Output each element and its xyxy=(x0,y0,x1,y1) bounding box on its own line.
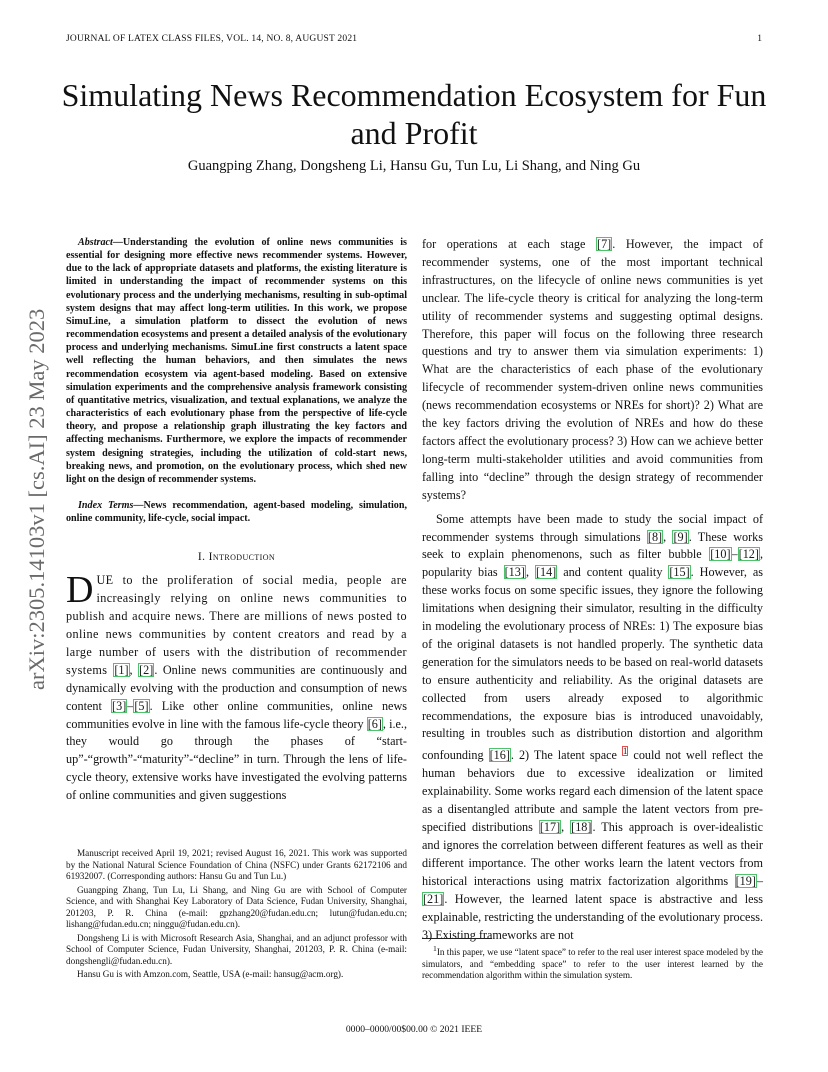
copyright-footer: 0000–0000/00$00.00 © 2021 IEEE xyxy=(345,1024,483,1035)
section-heading: I. Introduction xyxy=(197,551,276,564)
text-run: could not well reflect the human behaviors due to excessive idealization or limited explainability. Some works regard each dimension of the latent space as a disentangled attribute and sample the latent vectors from pre-specified distributions xyxy=(422,748,764,835)
citation-link[interactable]: [7] xyxy=(597,237,612,251)
footnote-mark: 1 xyxy=(433,944,437,953)
text-run: – xyxy=(756,873,763,888)
intro-text-f: , i.e., they would go through the phases of “start-up”-“growth”-“maturity”-“decline” in turn. Through the lens of life-cycle theory, extensive works have investigated the evolving patterns of online communities and given suggestions xyxy=(66,716,408,803)
footnote-link[interactable]: 1 xyxy=(622,746,628,757)
text-run: for operations at each stage xyxy=(422,237,597,251)
intro-text-d: – xyxy=(127,698,134,713)
text-run: , xyxy=(525,565,535,580)
abstract xyxy=(66,236,407,486)
footnote-1 xyxy=(422,943,763,982)
text-run: , xyxy=(663,529,673,544)
text-run: Some attempts have been made to study the social impact of recommender systems through simulations xyxy=(422,511,763,544)
footnote-manuscript: Manuscript received April 19, 2021; revised August 16, 2021. This work was supported by the National Natural Science Foundation of China (NSFC) under Grants 62172106 and 61932007. (Corresponding authors: Hansu Gu and Tun Lu.) xyxy=(66,848,407,881)
text-run: . However, as these works focus on some specific issues, they ignore the following limitations when designing their simulator, resulting in the difficulty in modeling the evolutionary process of NREs: 1) The exposure bias of the original datasets is not handled properly. The synthetic data generation for the simulators needs to be based on real-world datasets to ensure authenticity and reliability. As the original datasets are collected from users already exposed to algorithmic recommendations, the exposure bias is introduced unavoidably, resulting in troubles such as distribution distortion and algorithm confounding xyxy=(422,565,763,763)
drop-cap: D xyxy=(66,569,94,612)
footnote-rule xyxy=(422,938,492,939)
right-footnote xyxy=(422,938,763,982)
text-run: . This approach is over-idealistic and ignores the correlation between different features as well as their different importance. The other works learn the latent vectors from historical interactions using matrix factorization algorithms xyxy=(422,820,764,888)
intro-text-c: . Online news communities are continuously and dynamically evolving with the production and consumption of news content xyxy=(66,662,408,713)
index-terms-label: Index Terms xyxy=(78,499,134,511)
citation-link[interactable]: [17] xyxy=(539,820,561,835)
citation-link[interactable]: [3] xyxy=(112,698,127,713)
author-list: Guangping Zhang, Dongsheng Li, Hansu Gu, Tun Lu, Li Shang, and Ning Gu xyxy=(187,158,641,174)
citation-link[interactable]: [10] xyxy=(710,547,731,562)
text-run: and content quality xyxy=(557,565,669,580)
citation-link[interactable]: [2] xyxy=(139,662,154,677)
text-run: . However, the impact of recommender systems, one of the most important technical infrastructures, on the lifecycle of online news communities is yet unclear. The life-cycle theory is critical for analyzing the long-term utility of recommender systems and suggesting optimal designs. Therefore, this paper will focus on the following three research questions and try to answer them via simulation experiments: 1) What are the characteristics of each phase of the evolutionary lifecycle of recommender system-driven online news communities (news recommendation ecosystems or NREs for short)? 2) What are the key factors driving the evolution of NREs and how do these factors affect the evolutionary process? 3) How can we achieve better long-term multi-stakeholder utilities and avoid communities from falling into “decline” through the design strategy of recommender systems? xyxy=(422,237,764,502)
text-run: , xyxy=(561,820,571,835)
citation-link[interactable]: [6] xyxy=(367,716,382,731)
citation-link[interactable]: [8] xyxy=(647,529,663,544)
abstract-label: Abstract xyxy=(78,237,113,248)
citation-link[interactable]: [19] xyxy=(735,873,756,888)
intro-text-e: . Like other online communities, online news communities evolve in line with the famous life-cycle theory xyxy=(66,698,407,731)
intro-text-b: , xyxy=(129,662,139,677)
citation-link[interactable]: [18] xyxy=(571,820,592,835)
right-column xyxy=(422,236,763,944)
footnote-affiliation-2: Dongsheng Li is with Microsoft Research Asia, Shanghai, and an adjunct professor with School of Computer Science, Fudan University, Shanghai, 201203, P. R. China (e-mail: dongshengli@fudan.edu.cn). xyxy=(66,932,407,966)
intro-paragraph xyxy=(66,569,408,805)
text-run: . 2) The latent space xyxy=(510,748,622,763)
arxiv-stamp: arXiv:2305.14103v1 [cs.AI] 23 May 2023 xyxy=(24,308,49,690)
page-number: 1 xyxy=(757,34,762,44)
citation-link[interactable]: [13] xyxy=(504,565,525,580)
citation-link[interactable]: [12] xyxy=(738,547,759,562)
citation-link[interactable]: [5] xyxy=(134,698,149,713)
footnote-affiliation-1: Guangping Zhang, Tun Lu, Li Shang, and Ning Gu are with School of Computer Science, and with Shanghai Key Laboratory of Data Science, Fudan University, Shanghai, 201203, P. R. China (e-mail: gpzhang20@fudan.edu.cn; lutun@fudan.edu.cn; lishang@fudan.edu.cn; ninggu@fudan.edu.cn). xyxy=(66,884,407,929)
citation-link[interactable]: [15] xyxy=(669,565,690,580)
citation-link[interactable]: [1] xyxy=(114,662,129,677)
citation-link[interactable]: [21] xyxy=(423,891,444,906)
footnote-affiliation-3: Hansu Gu is with Amzon.com, Seattle, USA (e-mail: hansug@acm.org). xyxy=(77,969,344,979)
index-terms-text: —News recommendation, agent-based modeling, simulation, online community, life-cycle, social impact. xyxy=(66,499,407,525)
intro-text-a: UE to the proliferation of social media, people are increasingly relying on online news communities to publish and acquire news. There are millions of news posted to online news communities by content creators and read by a large number of users with the distribution of recommender systems xyxy=(66,573,407,677)
right-paragraph-2 xyxy=(422,511,763,945)
text-run: . These works seek to explain phenomenons, such as filter bubble xyxy=(422,529,763,562)
index-terms xyxy=(66,499,407,525)
left-column xyxy=(66,236,407,805)
citation-link[interactable]: [16] xyxy=(489,748,510,763)
footnote-1-text: In this paper, we use “latent space” to refer to the real user interest space modeled by the simulators, and “embedding space” to refer to the user interest learned by the recommendation algorithm within the simulation system. xyxy=(422,947,763,981)
text-run: – xyxy=(731,547,738,562)
right-paragraph-1 xyxy=(422,236,763,505)
text-run: . However, the learned latent space is abstractive and less explainable, restricting the understanding of the evolutionary process. 3) Existing frameworks are not xyxy=(422,891,763,942)
paper-title: Simulating News Recommendation Ecosystem for Fun and Profit xyxy=(61,77,767,151)
citation-link[interactable]: [9] xyxy=(673,529,688,544)
running-header: JOURNAL OF LATEX CLASS FILES, VOL. 14, NO. 8, AUGUST 2021 xyxy=(66,34,358,44)
citation-link[interactable]: [14] xyxy=(535,565,557,580)
text-run: , popularity bias xyxy=(422,547,763,580)
left-footnotes xyxy=(66,848,407,983)
abstract-text: —Understanding the evolution of online news communities is essential for designing more effective news recommender systems. However, due to the lack of appropriate datasets and platforms, the existing literature is limited in understanding the impact of recommender systems on this evolutionary process and the underlying mechanisms, resulting in sub-optimal system designs that may affect long-term utilities. In this work, we propose SimuLine, a simulation platform to dissect the evolution of news recommendation ecosystems and present a detailed analysis of the evolutionary process and underlying mechanisms. SimuLine first constructs a latent space well reflecting the human behaviors, and then simulates the news recommendation ecosystem via agent-based modeling. Based on extensive simulation experiments and the comprehensive analysis framework consisting of quantitative metrics, visualization, and textual explanations, we analyze the characteristics of each evolutionary phase from the perspective of life-cycle theory, and propose a relationship graph illustrating the key factors and affecting mechanisms. Furthermore, we explore the impacts of recommender system designing strategies, including the utilization of cold-start news, breaking news, and promotion, on the evolutionary process, which shed new light on the design of recommender systems. xyxy=(66,237,407,485)
